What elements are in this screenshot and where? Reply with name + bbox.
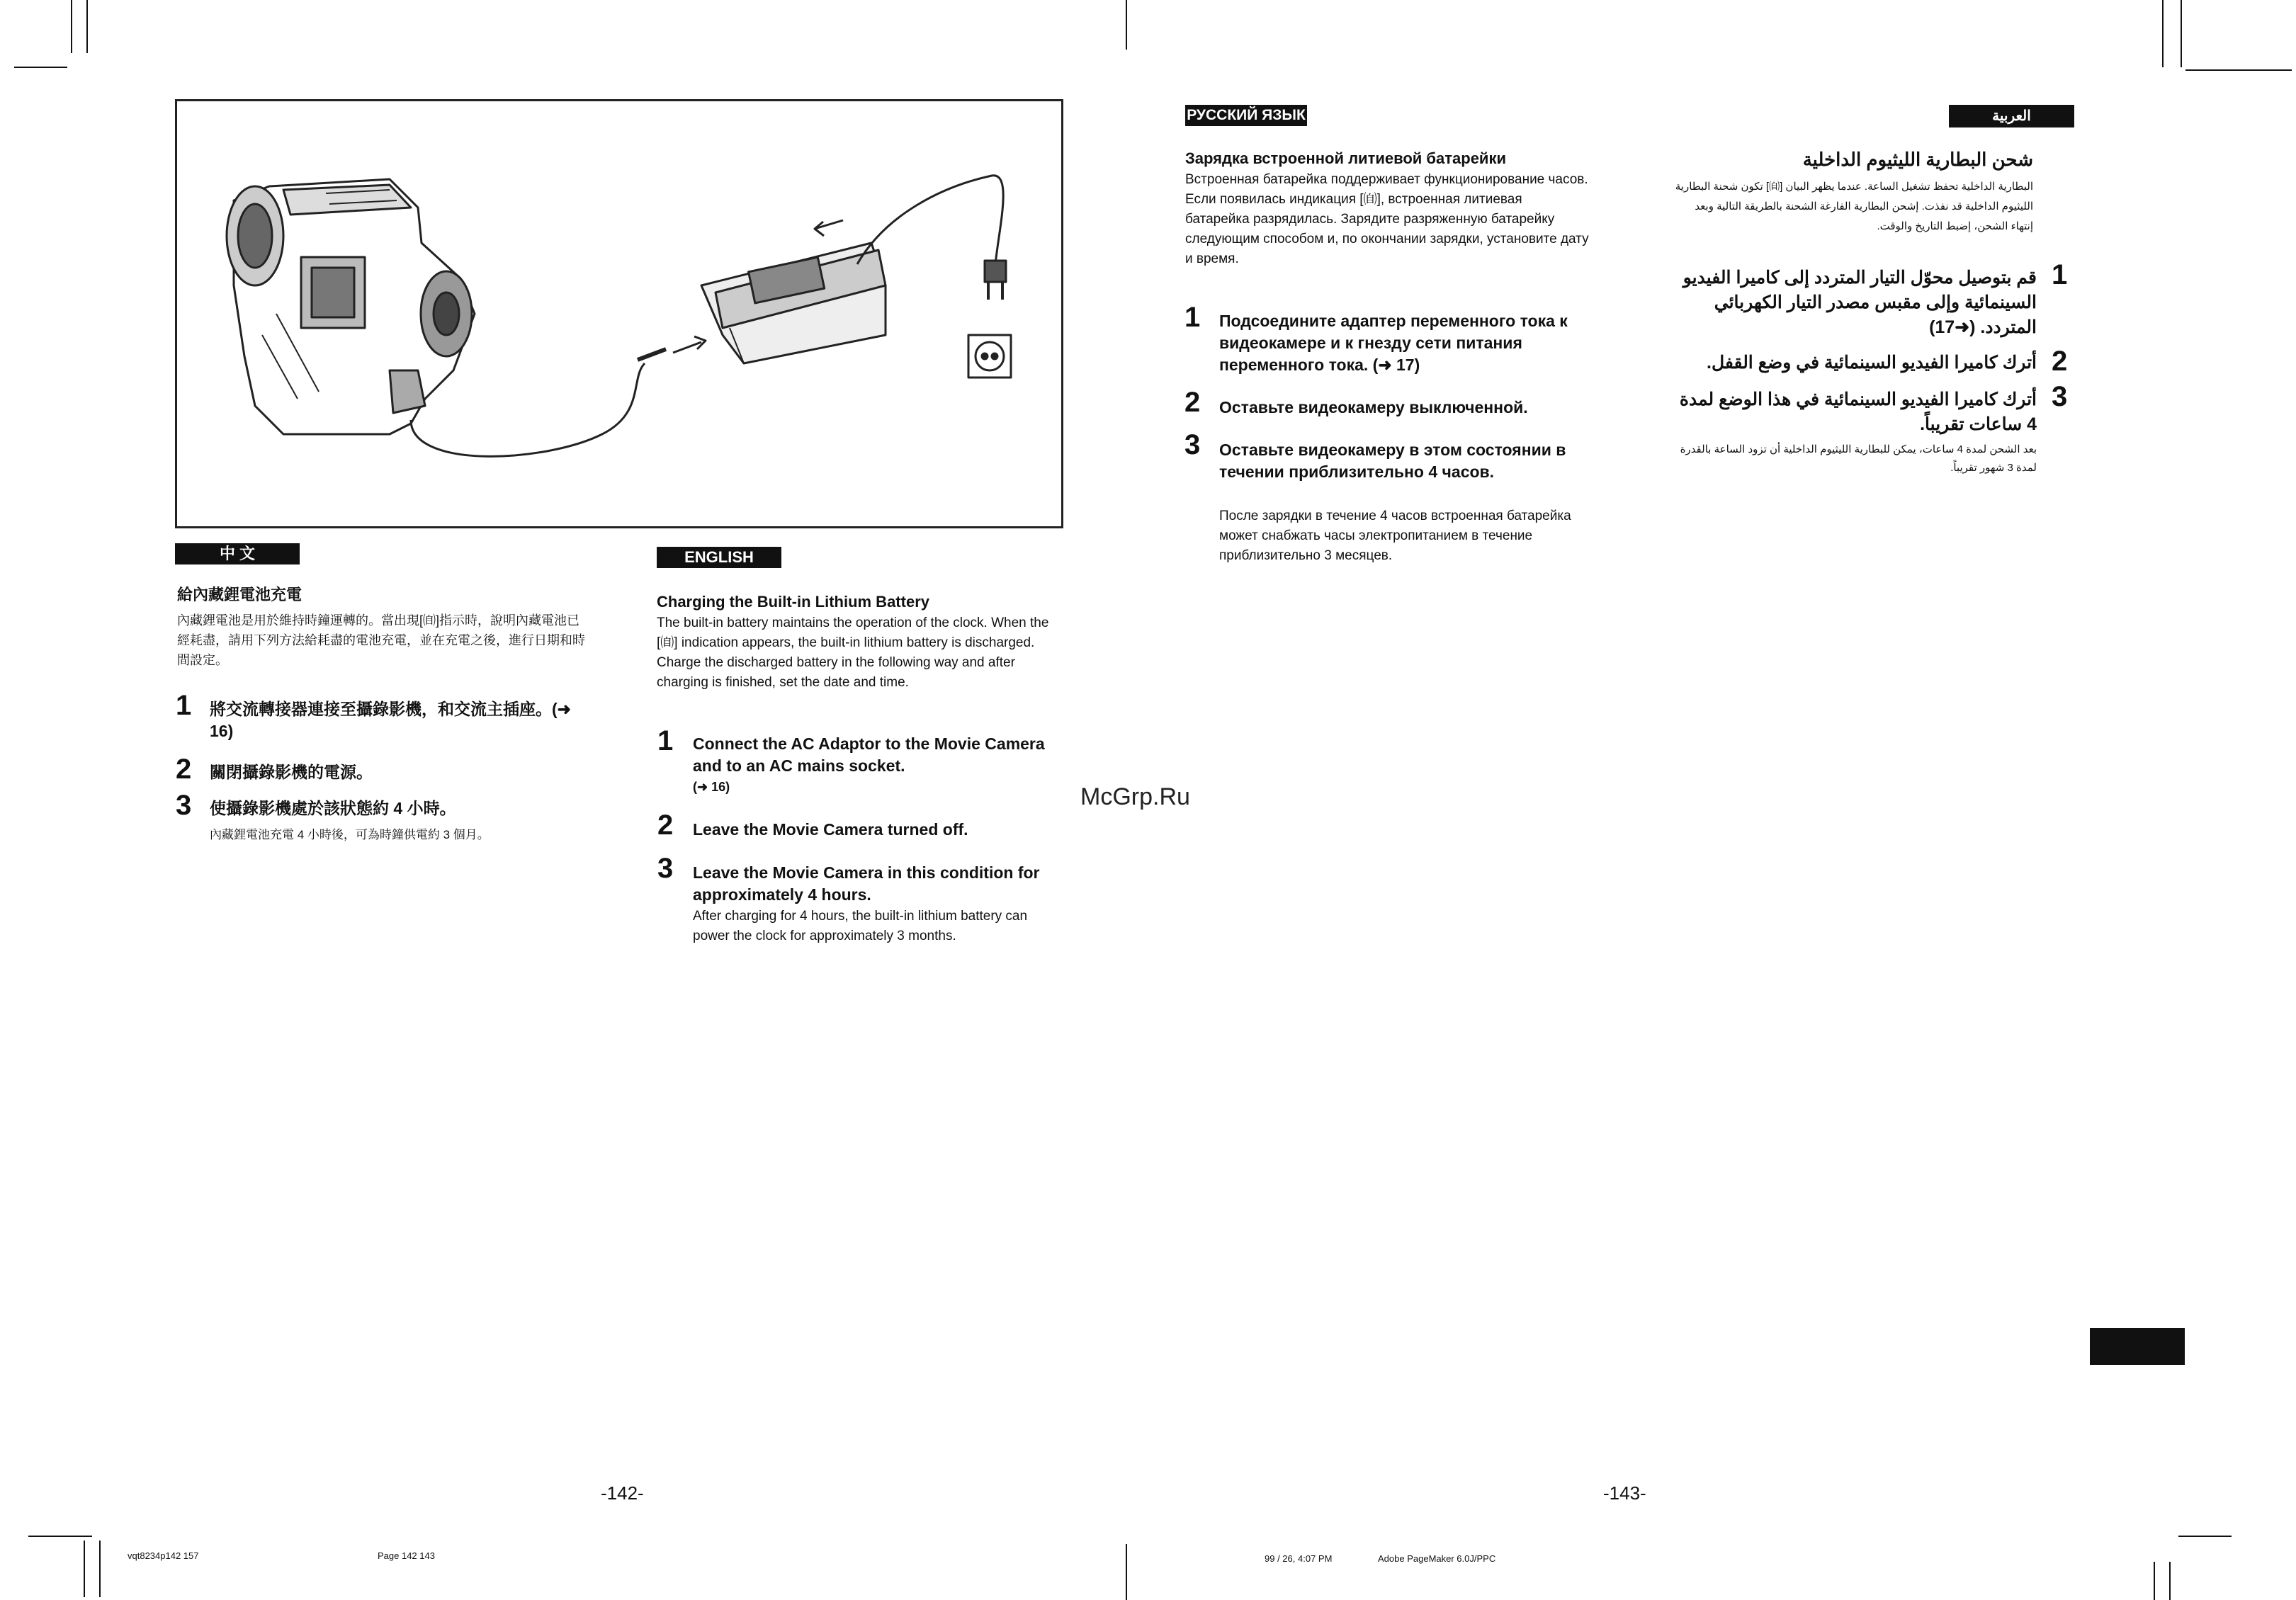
- crop-mark: [2154, 1562, 2155, 1600]
- crop-mark: [71, 0, 72, 53]
- crop-mark: [1126, 1544, 1127, 1600]
- arabic-note: بعد الشحن لمدة 4 ساعات، يمكن للبطارية الليثيوم الداخلية أن تزود الساعة بالقدرة لمدة 3 شهور تقريباً.: [1680, 443, 2037, 474]
- russian-step-text: Оставьте видеокамеру в этом состоянии в течении приблизительно 4 часов.: [1219, 441, 1566, 481]
- chinese-body: 內藏鋰電池是用於維持時鐘運轉的。當出現[㉂]指示時，說明內藏電池已經耗盡，請用下列方法給耗盡的電池充電，並在充電之後，進行日期和時間設定。: [177, 613, 585, 667]
- crop-mark: [28, 1536, 92, 1537]
- english-step-text: Leave the Movie Camera in this condition for approximately 4 hours.: [693, 863, 1040, 904]
- english-note: After charging for 4 hours, the built-in lithium battery can power the clock for approximately 3 months.: [693, 909, 1028, 943]
- crop-mark: [2178, 1536, 2232, 1537]
- arabic-step-text: قم بتوصيل محوّل التيار المتردد إلى كاميرا الفيديو السينمائية وإلى مقبس مصدر التيار الكهربائي المتردد. (➜17): [1683, 268, 2037, 337]
- chinese-step-number: 2: [176, 754, 192, 785]
- arabic-step-text: أترك كاميرا الفيديو السينمائية في وضع القفل.: [1707, 353, 2037, 373]
- crop-mark: [2162, 0, 2164, 67]
- crop-mark: [1126, 0, 1127, 50]
- chinese-step-number: 1: [176, 690, 192, 721]
- chinese-note: 內藏鋰電池充電 4 小時後，可為時鐘供電約 3 個月。: [210, 828, 490, 841]
- page-number-right: -143-: [1603, 1482, 1646, 1504]
- russian-step-number: 1: [1184, 302, 1201, 333]
- page-number-left: -142-: [601, 1482, 644, 1504]
- crop-mark: [84, 1541, 85, 1597]
- english-step-number: 1: [657, 725, 674, 756]
- chinese-heading: 給內藏鋰電池充電: [177, 586, 302, 603]
- crop-mark: [86, 0, 88, 53]
- english-step-number: 3: [657, 853, 674, 884]
- russian-step-number: 3: [1184, 429, 1201, 460]
- arabic-badge: العربية: [1949, 105, 2074, 127]
- charging-illustration: [175, 99, 1063, 528]
- chinese-step-number: 3: [176, 790, 192, 821]
- crop-mark: [2185, 69, 2292, 71]
- arabic-step-number: 3: [2052, 381, 2068, 412]
- arabic-step-number: 1: [2052, 259, 2068, 290]
- footer-file-code: vqt8234p142 157: [128, 1550, 199, 1561]
- watermark: McGrp.Ru: [1080, 783, 1190, 810]
- russian-heading: Зарядка встроенной литиевой батарейки: [1185, 149, 1506, 167]
- arabic-heading: شحن البطارية الليثيوم الداخلية: [1802, 149, 2033, 170]
- crop-mark: [2181, 0, 2182, 67]
- russian-step-number: 2: [1184, 387, 1201, 418]
- english-badge: ENGLISH: [657, 547, 781, 568]
- arabic-body: البطارية الداخلية تحفظ تشغيل الساعة. عندما يظهر البيان [㉂] تكون شحنة البطارية الليثيوم الداخلية قد نفذت. إشحن البطارية الفارغة الشحنة بالطريقة التالية وبعد إنتهاء الشحن، إضبط التاريخ والوقت.: [1675, 181, 2033, 232]
- english-heading: Charging the Built-in Lithium Battery: [657, 593, 929, 611]
- footer-timestamp: 99 / 26, 4:07 PM: [1265, 1553, 1333, 1564]
- english-body: The built-in battery maintains the operation of the clock. When the [㉂] indication appears, the built-in lithium battery is discharged. Charge the discharged battery in the following way and after charging is finished, set the date and time.: [657, 615, 1049, 690]
- footer-page-label: Page 142 143: [378, 1550, 435, 1561]
- russian-body: Встроенная батарейка поддерживает функционирование часов. Если появилась индикация [㉂], встроенная литиевая батарейка разрядилась. Зарядите разряженную батарейку следующим способом и, по окончании зарядки, установите дату и время.: [1185, 172, 1589, 266]
- english-step-text: Connect the AC Adaptor to the Movie Camera and to an AC mains socket.: [693, 734, 1045, 775]
- chinese-step-text: 使攝錄影機處於該狀態約 4 小時。: [210, 799, 456, 817]
- chinese-badge: 中 文: [175, 543, 300, 564]
- russian-note: После зарядки в течение 4 часов встроенная батарейка может снабжать часы электропитанием в течение приблизительно 3 месяцев.: [1219, 509, 1571, 563]
- crop-mark: [2169, 1562, 2171, 1600]
- crop-mark: [14, 67, 67, 68]
- arabic-step-number: 2: [2052, 346, 2068, 377]
- chinese-step-text: 將交流轉接器連接至攝錄影機，和交流主插座。(➜ 16): [210, 700, 571, 740]
- chinese-step-text: 關閉攝錄影機的電源。: [210, 763, 373, 781]
- russian-step-text: Подсоедините адаптер переменного тока к видеокамере и к гнезду сети питания переменного тока. (➜ 17): [1219, 312, 1568, 374]
- footer-software: Adobe PageMaker 6.0J/PPC: [1378, 1553, 1496, 1564]
- english-step-reference: (➜ 16): [693, 780, 730, 794]
- russian-step-text: Оставьте видеокамеру выключенной.: [1219, 398, 1528, 416]
- arabic-step-text: أترك كاميرا الفيديو السينمائية في هذا الوضع لمدة 4 ساعات تقريباً.: [1679, 390, 2037, 434]
- english-step-number: 2: [657, 810, 674, 841]
- english-step-text: Leave the Movie Camera turned off.: [693, 820, 968, 839]
- crop-mark: [99, 1541, 101, 1597]
- russian-badge: РУССКИЙ ЯЗЫК: [1185, 105, 1307, 126]
- tab-marker: [2090, 1328, 2185, 1365]
